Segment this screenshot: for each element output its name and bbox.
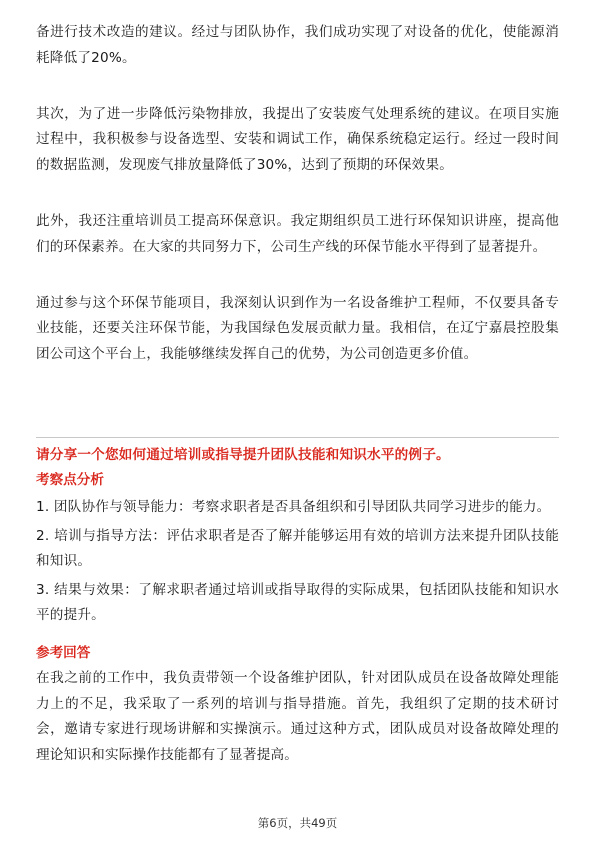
analysis-point: 1. 团队协作与领导能力：考察求职者是否具备组织和引导团队共同学习进步的能力。: [36, 499, 551, 515]
question-title: 请分享一个您如何通过培训或指导提升团队技能和知识水平的例子。: [36, 447, 450, 463]
analysis-point: 3. 结果与效果：了解求职者通过培训或指导取得的实际成果，包括团队技能和知识水平的提升。: [36, 582, 559, 623]
paragraph: 通过参与这个环保节能项目，我深刻认识到作为一名设备维护工程师，不仅要具备专业技能，还要关注环保节能，为我国绿色发展贡献力量。我相信，在辽宁嘉晨控股集团公司这个平台上，我能够继续发挥自己的优势，为公司创造更多价值。: [36, 294, 559, 363]
page-number: 第6页，共49页: [257, 816, 338, 830]
analysis-point: 2. 培训与指导方法：评估求职者是否了解并能够运用有效的培训方法来提升团队技能和知识。: [36, 528, 559, 569]
question-section: [36, 444, 559, 768]
paragraph: 此外，我还注重培训员工提高环保意识。我定期组织员工进行环保知识讲座，提高他们的环保素养。在大家的共同努力下，公司生产线的环保节能水平得到了显著提升。: [36, 212, 559, 255]
section-divider: [36, 437, 559, 438]
reference-answer-heading: 参考回答: [36, 645, 91, 661]
analysis-heading: 考察点分析: [36, 472, 104, 488]
paragraph: 其次，为了进一步降低污染物排放，我提出了安装废气处理系统的建议。在项目实施过程中，我积极参与设备选型、安装和调试工作，确保系统稳定运行。经过一段时间的数据监测，发现废气排放量降低了30%，达到了预期的环保效果。: [36, 105, 559, 174]
reference-answer-text: 在我之前的工作中，我负责带领一个设备维护团队，针对团队成员在设备故障处理能力上的不足，我采取了一系列的培训与指导措施。首先，我组织了定期的技术研讨会，邀请专家进行现场讲解和实操演示。通过这种方式，团队成员对设备故障处理的理论知识和实际操作技能都有了显著提高。: [36, 670, 559, 763]
paragraph: 备进行技术改造的建议。经过与团队协作，我们成功实现了对设备的优化，使能源消耗降低了20%。: [36, 24, 559, 66]
previous-answer-continuation: [36, 20, 559, 368]
